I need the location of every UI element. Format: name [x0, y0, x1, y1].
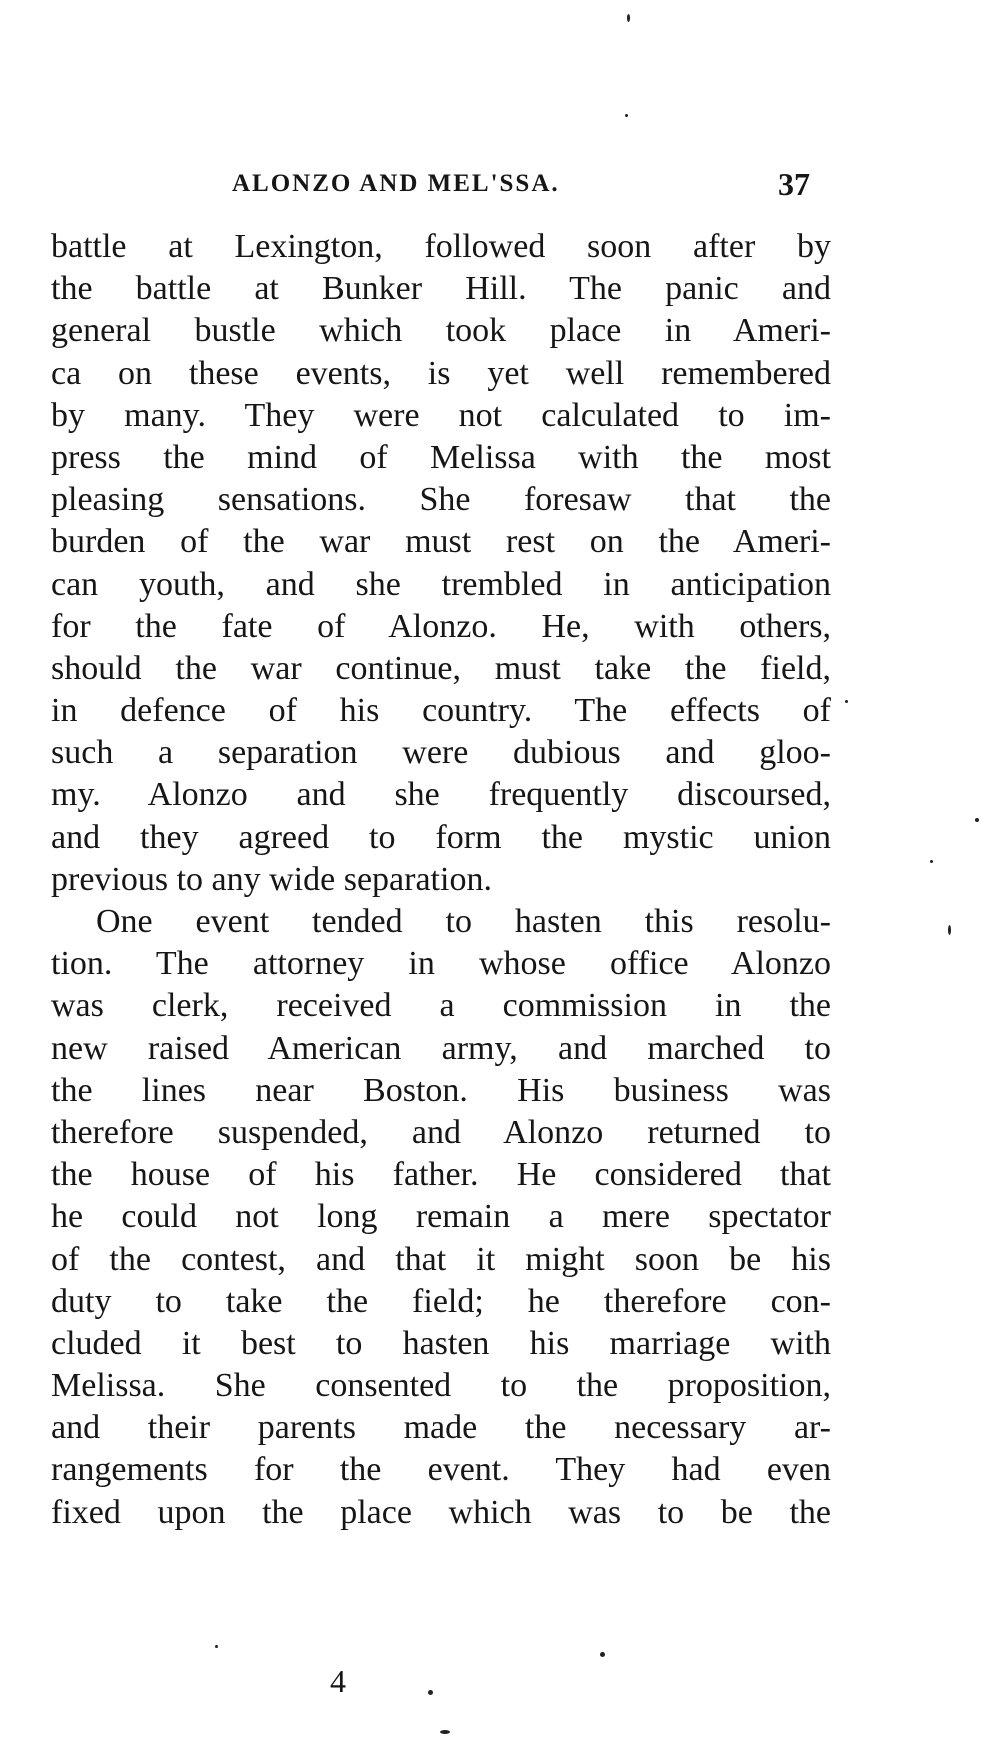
text-line: tion. The attorney in whose office Alonzo — [51, 945, 831, 983]
text-line: duty to take the field; he therefore con- — [51, 1282, 831, 1320]
text-line: and they agreed to form the mystic union — [51, 818, 831, 856]
text-line: Melissa. She consented to the proposition, — [51, 1367, 831, 1405]
scan-speck — [930, 860, 933, 863]
page-number: 37 — [778, 166, 810, 202]
text-line: the house of his father. He considered that — [51, 1156, 831, 1194]
body-text — [51, 226, 831, 1534]
text-line: the battle at Bunker Hill. The panic and — [51, 270, 831, 308]
signature-mark: 4 — [330, 1663, 346, 1699]
scan-speck — [948, 925, 951, 935]
text-line: can youth, and she trembled in anticipation — [51, 565, 831, 603]
text-line: general bustle which took place in Ameri- — [51, 312, 831, 350]
scan-speck — [428, 1690, 433, 1695]
text-line: he could not long remain a mere spectator — [51, 1198, 831, 1236]
text-line: fixed upon the place which was to be the — [51, 1493, 831, 1531]
scan-speck — [440, 1730, 450, 1734]
scan-speck — [975, 818, 979, 822]
text-line: One event tended to hasten this resolu- — [96, 903, 831, 940]
text-line: press the mind of Melissa with the most — [51, 438, 831, 476]
text-line: burden of the war must rest on the Ameri- — [51, 523, 831, 561]
page-header — [232, 166, 832, 206]
scan-speck — [600, 1652, 605, 1657]
text-line: in defence of his country. The effects of — [51, 692, 831, 730]
scan-speck — [845, 700, 848, 703]
scan-speck — [215, 1645, 218, 1648]
running-title: ALONZO AND MEL'SSA. — [232, 170, 560, 197]
scan-speck — [625, 114, 628, 117]
text-line: the lines near Boston. His business was — [51, 1071, 831, 1109]
text-line: battle at Lexington, followed soon after by — [51, 228, 831, 265]
text-line: new raised American army, and marched to — [51, 1029, 831, 1067]
text-line: my. Alonzo and she frequently discoursed, — [51, 776, 831, 814]
text-line: should the war continue, must take the field, — [51, 649, 831, 687]
text-line: of the contest, and that it might soon be his — [51, 1240, 831, 1278]
text-line: was clerk, received a commission in the — [51, 987, 831, 1025]
paragraph-1 — [51, 226, 831, 901]
text-line: rangements for the event. They had even — [51, 1451, 831, 1489]
text-line: by many. They were not calculated to im- — [51, 396, 831, 434]
scan-speck — [627, 14, 630, 22]
text-line: and their parents made the necessary ar- — [51, 1409, 831, 1447]
text-line: therefore suspended, and Alonzo returned to — [51, 1113, 831, 1151]
text-line: such a separation were dubious and gloo- — [51, 734, 831, 772]
text-line: pleasing sensations. She foresaw that the — [51, 481, 831, 519]
text-line: cluded it best to hasten his marriage with — [51, 1324, 831, 1362]
text-line: previous to any wide separation. — [51, 860, 492, 898]
text-line: for the fate of Alonzo. He, with others, — [51, 607, 831, 645]
paragraph-2 — [51, 901, 831, 1534]
text-line: ca on these events, is yet well remembered — [51, 354, 831, 392]
